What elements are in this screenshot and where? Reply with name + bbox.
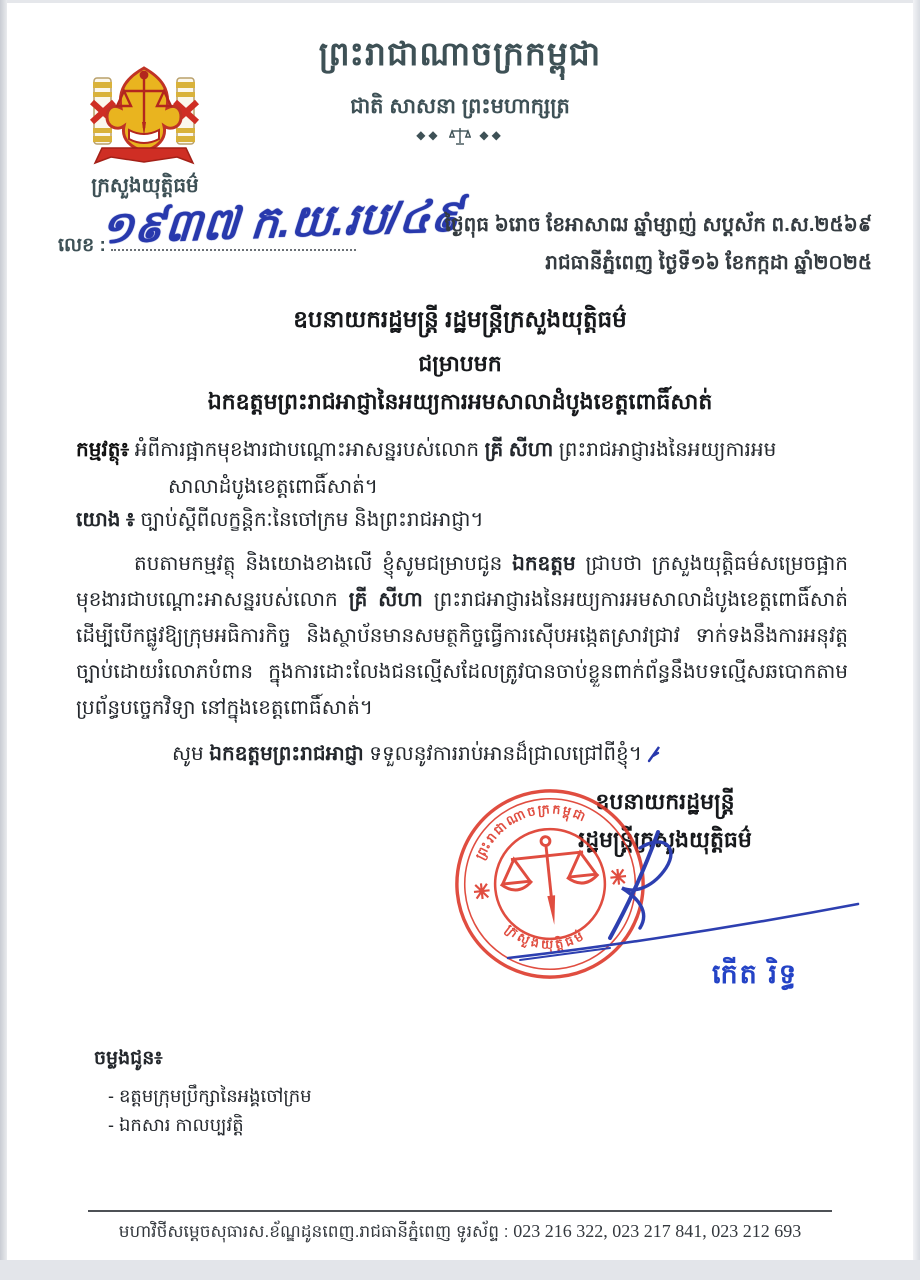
footer-phone-numbers: 023 216 322, 023 217 841, 023 212 693 [513,1221,802,1241]
minister-signature [490,820,880,970]
addressee-line: ឯកឧត្តមព្រះរាជអាជ្ញានៃអយ្យការអមសាលាដំបូងខេត្តពោធិ៍សាត់ [207,389,713,414]
reference-block [76,506,848,536]
reference-label: យោង ៖ [76,509,135,531]
scan-edge-right [913,0,920,1280]
scan-edge-left [0,0,7,1280]
cc-label: ចម្លងជូន៖ [94,1048,163,1069]
signer-title-line1: ឧបនាយករដ្ឋមន្ត្រី [595,789,735,814]
scan-edge-top [0,0,920,3]
ornament-diamonds-left: ◆◆ [416,128,441,143]
body-seg2: ជ្រាបថា ក្រសួងយុត្តិធម៌សម្រេចផ្អាកមុខងារជាបណ្ដោះអាសន្នរបស់លោក [76,553,848,611]
sender-title: ឧបនាយករដ្ឋមន្ត្រី រដ្ឋមន្ត្រីក្រសួងយុត្តិធម៌ [293,306,627,332]
signer-title-line2: រដ្ឋមន្ត្រីក្រសួងយុត្តិធម៌ [578,827,752,852]
body-seg1: តបតាមកម្មវត្ថុ និងយោងខាងលើ ខ្ញុំសូមជម្រាបជូន [134,553,513,575]
footer-address-text: មហាវិថីសម្ដេចសុធារស.ខ័ណ្ឌដូនពេញ.រាជធានីភ្នំពេញ ទូរស័ព្ទ : [118,1222,514,1241]
ministry-name: ក្រសួងយុត្តិធម៌ [91,175,199,197]
ministry-of-justice-emblem [84,62,204,172]
footer-divider [88,1210,832,1212]
stamp-arc-bottom-text: ក្រសួងយុត្តិធម៌ [502,921,589,952]
closing-seg2: ទទួលនូវការរាប់អានដ៏ជ្រាលជ្រៅពីខ្ញុំ។ [363,743,642,765]
signer-name: កើត រិទ្ធ [711,959,799,989]
subject-block [76,432,848,506]
kingdom-title: ព្រះរាជាណាចក្រកម្ពុជា [318,35,602,72]
body-seg3: ព្រះរាជអាជ្ញារងនៃអយ្យការអមសាលាដំបូងខេត្តពោធិ៍សាត់ ដើម្បីបើកផ្លូវឱ្យក្រុមអធិការកិច្ច និងស្ថាប័នមានសមត្ថកិច្ចធ្វើការស៊ើបអង្កេតស្រាវជ្រាវ ទាក់ទងនឹងការអនុវត្តច្បាប់ដោយរំលោភបំពាន ក្នុងការដោះលែងជនល្មើសដែលត្រូវបានចាប់ខ្លួនពាក់ព័ន្ធនឹងបទល្មើសឆបោកតាមប្រព័ន្ធបច្ចេកវិទ្យា នៅក្នុងខេត្តពោធិ៍សាត់។ [76,589,848,719]
ornament-diamonds-right: ◆◆ [479,128,504,143]
salutation-label: ជម្រាបមក [418,351,502,376]
cc-item: - ឯកសារ កាលប្បវត្តិ [108,1115,244,1135]
body-paragraph [76,546,848,726]
subject-text-before: អំពីការផ្អាកមុខងារជាបណ្ដោះអាសន្នរបស់លោក [129,439,485,461]
handwritten-reference-number: ១៩៣៧ ក.យ.រប/៤៩ [98,191,463,254]
national-motto: ជាតិ សាសនា ព្រះមហាក្សត្រ [350,95,570,118]
stamp-arc-top-text: ព្រះរាជាណាចក្រកម្ពុជា [472,801,590,862]
cc-block [94,1046,312,1140]
cc-item: - ឧត្តមក្រុមប្រឹក្សានៃអង្គចៅក្រម [108,1086,312,1106]
closing-line [172,740,662,770]
subject-text-after: ព្រះរាជអាជ្ញារងនៃអយ្យការអម [553,439,777,461]
closing-seg1: សូម [172,743,210,765]
body-person-name: គ្រី សីហា [348,589,423,611]
civil-date: រាជធានីភ្នំពេញ ថ្ងៃទី១៦ ខែកក្កដា ឆ្នាំ២០២៥ [545,252,872,274]
pen-flourish-icon [642,743,662,765]
closing-honorific: ឯកឧត្តមព្រះរាជអាជ្ញា [209,743,364,765]
number-label: លេខ : [58,235,106,256]
lunar-date: ថ្ងៃពុធ ៦រោច ខែអាសាឍ ឆ្នាំម្សាញ់ សប្តស័ក ព.ស.២៥៦៩ [444,214,872,236]
subject-label: កម្មវត្ថុ៖ [76,439,130,461]
scales-icon [449,126,471,146]
body-honorific: ឯកឧត្តម [512,553,576,575]
subject-person-name: គ្រី សីហា [484,439,554,461]
subject-line2: សាលាដំបូងខេត្តពោធិ៍សាត់។ [168,476,378,498]
footer-address [0,1221,920,1246]
reference-text: ច្បាប់ស្ដីពីលក្ខន្តិកៈនៃចៅក្រម និងព្រះរាជអាជ្ញា។ [134,509,484,531]
scan-edge-bottom [0,1260,920,1280]
dateline [445,206,872,282]
